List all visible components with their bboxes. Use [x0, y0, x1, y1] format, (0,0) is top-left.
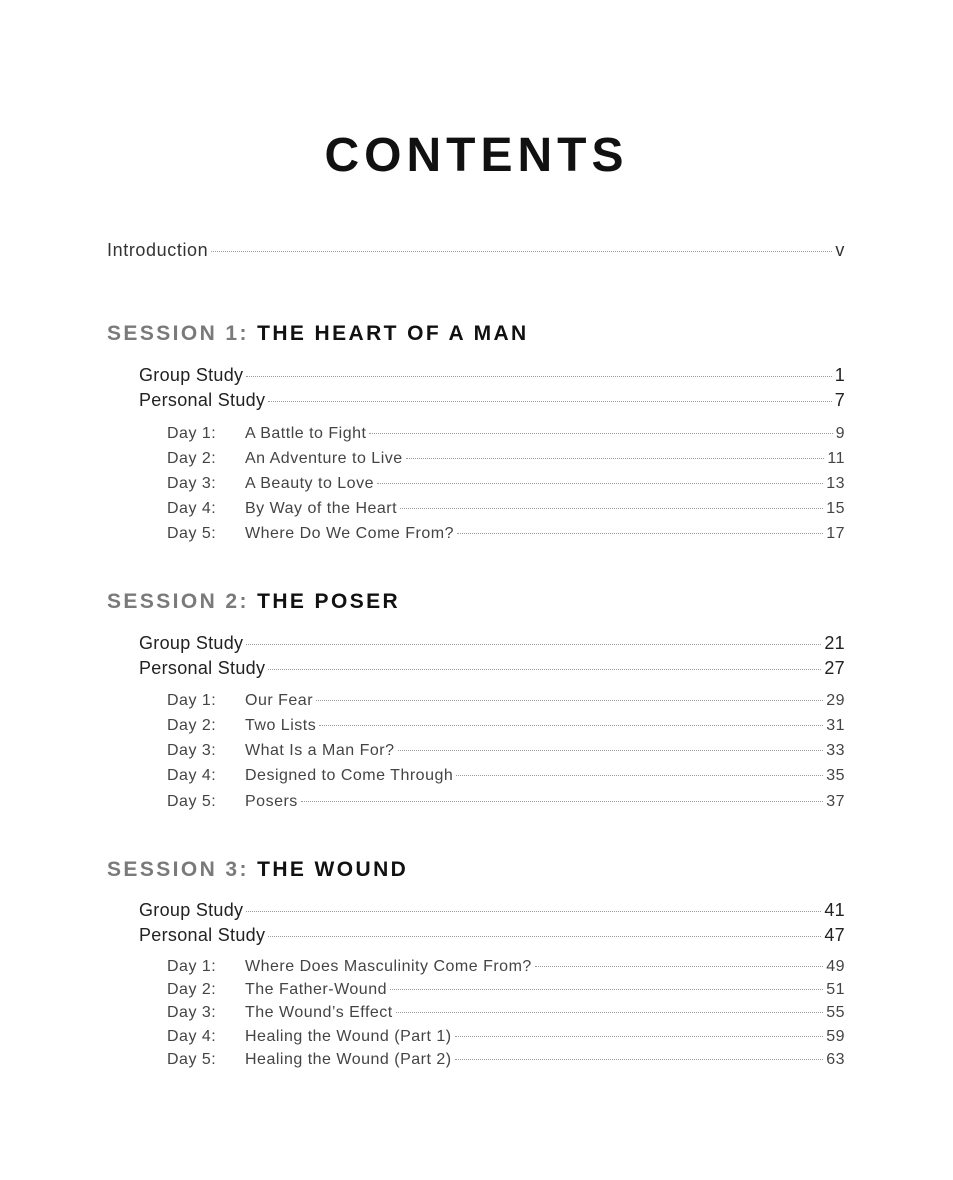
- entry-page: 49: [826, 958, 845, 975]
- entry-label: Posers: [245, 793, 298, 810]
- entry-page: 13: [826, 475, 845, 492]
- entry-page: 63: [826, 1051, 845, 1068]
- toc-entry-personal-study[interactable]: [139, 390, 845, 411]
- entry-label: Where Does Masculinity Come From?: [245, 958, 532, 975]
- dot-leader: [535, 966, 823, 967]
- session-number: SESSION 1:: [107, 322, 249, 345]
- dot-leader: [406, 458, 825, 459]
- entry-page: 47: [824, 925, 845, 945]
- toc-entry-day[interactable]: [167, 475, 845, 493]
- dot-leader: [369, 433, 832, 434]
- dot-leader: [396, 1012, 823, 1013]
- entry-label: What Is a Man For?: [245, 742, 395, 759]
- entry-label: Introduction: [107, 240, 209, 260]
- day-label: Day 2:: [167, 717, 217, 734]
- toc-entry-group-study[interactable]: [139, 633, 845, 654]
- day-label: Day 2:: [167, 450, 217, 467]
- day-label: Day 5:: [167, 793, 217, 810]
- entry-page: 51: [826, 981, 845, 998]
- toc-entry-introduction[interactable]: [107, 240, 845, 261]
- entry-page: 55: [826, 1004, 845, 1021]
- day-label: Day 4:: [167, 1028, 217, 1045]
- dot-leader: [268, 936, 821, 937]
- session-heading-1: [107, 322, 529, 346]
- entry-page: 21: [824, 633, 845, 653]
- entry-page: 37: [826, 793, 845, 810]
- toc-entry-day[interactable]: [167, 692, 845, 710]
- dot-leader: [246, 644, 821, 645]
- page-title: CONTENTS: [324, 129, 629, 182]
- day-label: Day 1:: [167, 425, 217, 442]
- dot-leader: [390, 989, 823, 990]
- entry-label: The Wound’s Effect: [245, 1004, 393, 1021]
- entry-label: The Father-Wound: [245, 981, 387, 998]
- entry-page: 31: [826, 717, 845, 734]
- dot-leader: [316, 700, 823, 701]
- dot-leader: [400, 508, 823, 509]
- session-name: THE POSER: [257, 590, 401, 613]
- entry-label: Group Study: [139, 365, 244, 385]
- toc-entry-day[interactable]: [167, 958, 845, 976]
- dot-leader: [246, 376, 831, 377]
- entry-label: Group Study: [139, 900, 244, 920]
- day-label: Day 3:: [167, 742, 217, 759]
- entry-page: 33: [826, 742, 845, 759]
- day-label: Day 2:: [167, 981, 217, 998]
- day-label: Day 4:: [167, 500, 217, 517]
- dot-leader: [301, 801, 823, 802]
- entry-label: Healing the Wound (Part 2): [245, 1051, 452, 1068]
- toc-entry-group-study[interactable]: [139, 365, 845, 386]
- entry-label: Our Fear: [245, 692, 314, 709]
- dot-leader: [457, 533, 823, 534]
- entry-page: 59: [826, 1028, 845, 1045]
- day-label: Day 3:: [167, 1004, 217, 1021]
- toc-entry-day[interactable]: [167, 1051, 845, 1069]
- session-heading-3: [107, 858, 408, 882]
- toc-entry-group-study[interactable]: [139, 900, 845, 921]
- entry-label: Group Study: [139, 633, 244, 653]
- entry-label: A Beauty to Love: [245, 475, 374, 492]
- toc-entry-day[interactable]: [167, 1028, 845, 1046]
- entry-label: A Battle to Fight: [245, 425, 367, 442]
- toc-entry-personal-study[interactable]: [139, 658, 845, 679]
- session-number: SESSION 2:: [107, 590, 249, 613]
- entry-label: Personal Study: [139, 925, 266, 945]
- day-label: Day 5:: [167, 1051, 217, 1068]
- dot-leader: [455, 1059, 824, 1060]
- dot-leader: [455, 1036, 824, 1037]
- toc-entry-day[interactable]: [167, 1004, 845, 1022]
- entry-page: 15: [826, 500, 845, 517]
- dot-leader: [377, 483, 823, 484]
- dot-leader: [246, 911, 821, 912]
- toc-entry-day[interactable]: [167, 450, 845, 468]
- toc-entry-day[interactable]: [167, 742, 845, 760]
- toc-entry-day[interactable]: [167, 793, 845, 811]
- entry-page: 9: [835, 425, 845, 442]
- day-label: Day 4:: [167, 767, 217, 784]
- entry-page: 17: [826, 525, 845, 542]
- dot-leader: [268, 669, 821, 670]
- toc-entry-day[interactable]: [167, 717, 845, 735]
- entry-page: 29: [826, 692, 845, 709]
- entry-label: By Way of the Heart: [245, 500, 398, 517]
- entry-page: 1: [834, 365, 845, 385]
- dot-leader: [211, 251, 832, 252]
- session-name: THE HEART OF A MAN: [257, 322, 529, 345]
- entry-label: Healing the Wound (Part 1): [245, 1028, 452, 1045]
- entry-label: Personal Study: [139, 390, 266, 410]
- dot-leader: [398, 750, 824, 751]
- day-label: Day 5:: [167, 525, 217, 542]
- entry-page: 41: [824, 900, 845, 920]
- session-heading-2: [107, 590, 400, 614]
- session-number: SESSION 3:: [107, 858, 249, 881]
- toc-entry-day[interactable]: [167, 525, 845, 543]
- entry-page: 27: [824, 658, 845, 678]
- dot-leader: [319, 725, 823, 726]
- entry-page: 35: [826, 767, 845, 784]
- entry-label: Two Lists: [245, 717, 317, 734]
- dot-leader: [268, 401, 831, 402]
- toc-entry-personal-study[interactable]: [139, 925, 845, 946]
- toc-entry-day[interactable]: [167, 425, 845, 443]
- entry-page: 7: [834, 390, 845, 410]
- dot-leader: [456, 775, 823, 776]
- entry-label: Where Do We Come From?: [245, 525, 454, 542]
- toc-entry-day[interactable]: [167, 500, 845, 518]
- entry-page: v: [835, 240, 845, 260]
- entry-label: An Adventure to Live: [245, 450, 403, 467]
- day-label: Day 1:: [167, 692, 217, 709]
- toc-entry-day[interactable]: [167, 767, 845, 785]
- toc-entry-day[interactable]: [167, 981, 845, 999]
- entry-label: Personal Study: [139, 658, 266, 678]
- entry-label: Designed to Come Through: [245, 767, 454, 784]
- session-name: THE WOUND: [257, 858, 409, 881]
- day-label: Day 1:: [167, 958, 217, 975]
- entry-page: 11: [827, 450, 845, 467]
- day-label: Day 3:: [167, 475, 217, 492]
